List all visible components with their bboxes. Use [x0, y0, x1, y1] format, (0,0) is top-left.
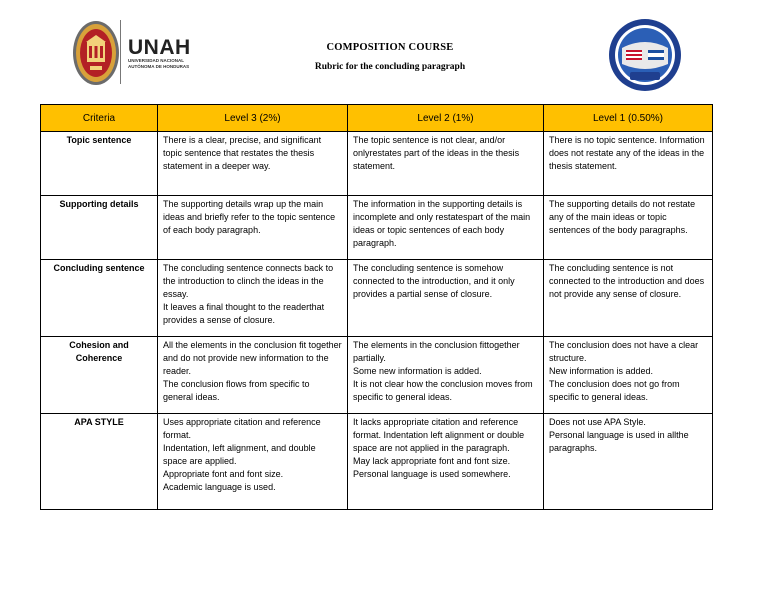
header-divider — [120, 20, 121, 84]
cell-text: It leaves a final thought to the readerthat provides a sense of closure. — [163, 302, 325, 325]
title-block — [290, 42, 490, 72]
level-3-cell — [158, 260, 348, 337]
cell-text: Does not use APA Style. — [549, 417, 646, 427]
level-2-cell — [348, 414, 544, 510]
cell-text: Some new information is added. — [353, 366, 482, 376]
level-1-cell — [544, 132, 713, 196]
level-3-cell — [158, 196, 348, 260]
header-level-3: Level 3 (2%) — [158, 105, 348, 132]
cell-text: The topic sentence is not clear, and/or onlyrestates part of the ideas in the thesis statement. — [353, 135, 520, 171]
rubric-table — [40, 104, 713, 510]
table-row — [41, 132, 713, 196]
level-2-cell — [348, 337, 544, 414]
unah-seal-logo — [72, 20, 120, 86]
cell-text: The supporting details wrap up the main ideas and briefly refer to the topic sentence of each body paragraph. — [163, 199, 336, 235]
course-title: COMPOSITION COURSE — [326, 42, 454, 53]
cell-text: Academic language is used. — [163, 482, 276, 492]
cell-text: It lacks appropriate citation and reference format. Indentation left alignment or double space are not applied in the paragraph. — [353, 417, 525, 453]
cell-text: The concluding sentence is somehow connected to the introduction, and it only provides a partial sense of closure. — [353, 263, 515, 299]
criteria-cell: Concluding sentence — [41, 260, 158, 337]
table-row — [41, 260, 713, 337]
level-3-cell — [158, 337, 348, 414]
language-school-emblem-logo — [608, 18, 682, 92]
university-subtitle: UNIVERSIDAD NACIONAL AUTÓNOMA DE HONDURAS — [128, 58, 190, 69]
level-1-cell — [544, 260, 713, 337]
cell-text: Indentation, left alignment, and double space are applied. — [163, 443, 316, 466]
cell-text: Appropriate font and font size. — [163, 469, 284, 479]
level-2-cell — [348, 132, 544, 196]
level-2-cell — [348, 260, 544, 337]
document-header — [0, 0, 768, 100]
level-3-cell — [158, 414, 348, 510]
cell-text: It is not clear how the conclusion moves from specific to general ideas. — [353, 379, 533, 402]
table-row — [41, 414, 713, 510]
cell-text: The information in the supporting details is incomplete and only restatespart of the main ideas or topic sentences of each body paragraph. — [353, 199, 531, 248]
cell-text: The conclusion does not have a clear structure. — [549, 340, 699, 363]
cell-text: The conclusion does not go from specific to general ideas. — [549, 379, 680, 402]
cell-text: The conclusion flows from specific to general ideas. — [163, 379, 310, 402]
cell-text: The concluding sentence connects back to the introduction to clinch the ideas in the essay. — [163, 263, 334, 299]
cell-text: The concluding sentence is not connected to the introduction and does not provide any sense of closure. — [549, 263, 705, 299]
cell-text: May lack appropriate font and font size. Personal language is used somewhere. — [353, 456, 511, 479]
document-subtitle: Rubric for the concluding paragraph — [314, 62, 466, 72]
cell-text: Personal language is used in allthe paragraphs. — [549, 430, 689, 453]
table-row — [41, 196, 713, 260]
header-level-2: Level 2 (1%) — [348, 105, 544, 132]
level-2-cell — [348, 196, 544, 260]
cell-text: Uses appropriate citation and reference format. — [163, 417, 321, 440]
criteria-cell: Cohesion and Coherence — [41, 337, 158, 414]
criteria-cell: APA STYLE — [41, 414, 158, 510]
cell-text: The elements in the conclusion fittogether partially. — [353, 340, 520, 363]
criteria-cell: Topic sentence — [41, 132, 158, 196]
table-row — [41, 337, 713, 414]
cell-text: There is no topic sentence. Information does not restate any of the ideas in the thesis statement. — [549, 135, 705, 171]
university-name: UNAH — [128, 36, 191, 59]
level-3-cell — [158, 132, 348, 196]
cell-text: There is a clear, precise, and significant topic sentence that restates the thesis statement in a deeper way. — [163, 135, 322, 171]
header-level-1: Level 1 (0.50%) — [544, 105, 713, 132]
header-criteria: Criteria — [41, 105, 158, 132]
cell-text: New information is added. — [549, 366, 654, 376]
cell-text: All the elements in the conclusion fit together and do not provide new information to the reader. — [163, 340, 342, 376]
table-header-row — [41, 105, 713, 132]
level-1-cell — [544, 196, 713, 260]
criteria-cell: Supporting details — [41, 196, 158, 260]
level-1-cell — [544, 414, 713, 510]
cell-text: The supporting details do not restate any of the main ideas or topic sentences of the body paragraphs. — [549, 199, 696, 235]
level-1-cell — [544, 337, 713, 414]
